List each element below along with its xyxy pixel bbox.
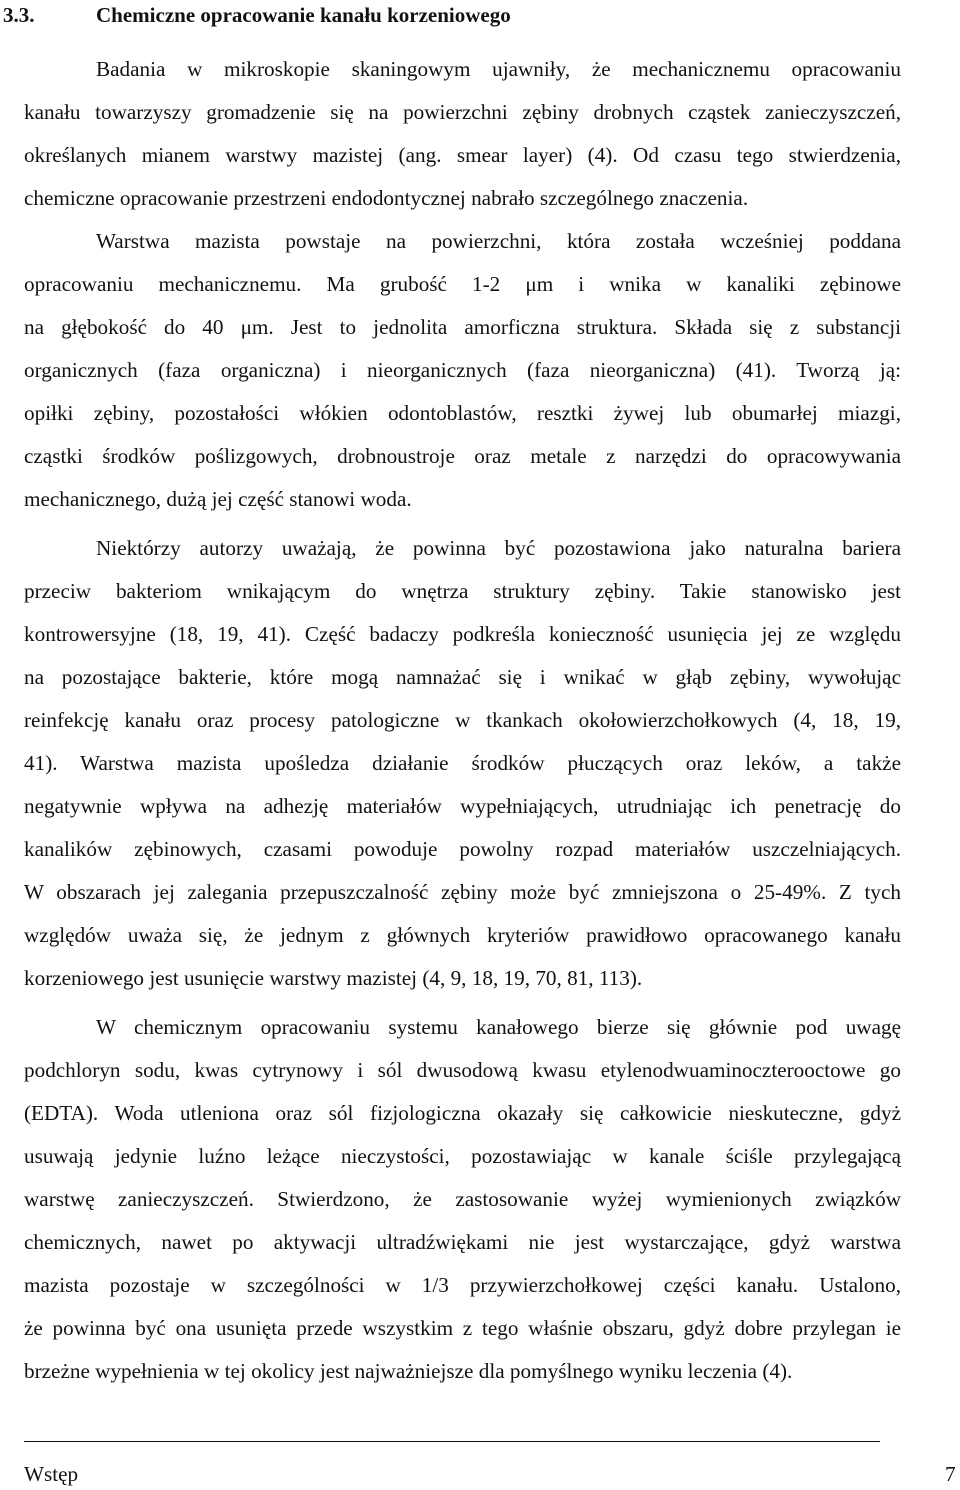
text-line: korzeniowego jest usunięcie warstwy mazistej (4, 9, 18, 19, 70, 81, 113). [24,966,643,990]
text-line: podchloryn sodu, kwas cytrynowy i sól dwusodową kwasu etylenodwuaminoczterooctowe go [24,1058,901,1082]
text-line: kontrowersyjne (18, 19, 41). Część badaczy podkreśla konieczność usunięcia jej ze względu [24,622,901,646]
text-line: chemicznych, nawet po aktywacji ultradźwiękami nie jest wystarczające, gdyż warstwa [24,1230,901,1254]
text-line: Badania w mikroskopie skaningowym ujawniły, że mechanicznemu opracowaniu [96,57,901,81]
text-line: przeciw bakteriom wnikającym do wnętrza struktury zębiny. Takie stanowisko jest [24,579,901,603]
text-line: brzeżne wypełnienia w tej okolicy jest najważniejsze dla pomyślnego wyniku leczenia (4). [24,1359,793,1383]
text-line: względów uważa się, że jednym z głównych kryteriów prawidłowo opracowanego kanału [24,923,901,947]
text-line: na głębokość do 40 μm. Jest to jednolita amorficzna struktura. Składa się z substancji [24,315,901,339]
text-line: (EDTA). Woda utleniona oraz sól fizjologiczna okazały się całkowicie nieskuteczne, gdyż [24,1101,901,1125]
text-line: określanych mianem warstwy mazistej (ang. smear layer) (4). Od czasu tego stwierdzenia, [24,143,901,167]
footer-divider [24,1441,880,1442]
text-line: na pozostające bakterie, które mogą namnażać się i wnikać w głąb zębiny, wywołując [24,665,901,689]
section-heading [0,0,960,30]
text-line: cząstki środków poślizgowych, drobnoustroje oraz metale z narzędzi do opracowywania [24,444,901,468]
section-title: Chemiczne opracowanie kanału korzeniowego [96,3,511,27]
text-line: W obszarach jej zalegania przepuszczalność zębiny może być zmniejszona o 25-49%. Z tych [24,880,901,904]
text-line: opiłki zębiny, pozostałości włókien odontoblastów, resztki żywej lub obumarłej miazgi, [24,401,901,425]
text-line: kanalików zębinowych, czasami powoduje powolny rozpad materiałów uszczelniających. [24,837,901,861]
text-line: warstwę zanieczyszczeń. Stwierdzono, że zastosowanie wyżej wymienionych związków [24,1187,901,1211]
text-line: Warstwa mazista powstaje na powierzchni, która została wcześniej poddana [96,229,901,253]
text-line: organicznych (faza organiczna) i nieorganicznych (faza nieorganiczna) (41). Tworzą ją: [24,358,901,382]
text-line: Niektórzy autorzy uważają, że powinna być pozostawiona jako naturalna bariera [96,536,901,560]
text-line: kanału towarzyszy gromadzenie się na powierzchni zębiny drobnych cząstek zanieczyszczeń, [24,100,901,124]
text-line: opracowaniu mechanicznemu. Ma grubość 1-2 μm i wnika w kanaliki zębinowe [24,272,901,296]
text-line: mazista pozostaje w szczególności w 1/3 przywierzchołkowej części kanału. Ustalono, [24,1273,901,1297]
text-line: negatywnie wpływa na adhezję materiałów wypełniających, utrudniając ich penetrację do [24,794,901,818]
text-line: chemiczne opracowanie przestrzeni endodontycznej nabrało szczególnego znaczenia. [24,186,749,210]
section-number: 3.3. [3,3,35,27]
text-line: usuwają jedynie luźno leżące nieczystości, pozostawiając w kanale ściśle przylegającą [24,1144,901,1168]
text-line: reinfekcję kanału oraz procesy patologiczne w tkankach okołowierzchołkowych (4, 18, 19, [24,708,901,732]
footer-label: Wstęp [24,1462,79,1486]
text-line: 41). Warstwa mazista upośledza działanie środków płuczących oraz leków, a także [24,751,901,775]
text-line: mechanicznego, dużą jej część stanowi woda. [24,487,412,511]
text-line: W chemicznym opracowaniu systemu kanałowego bierze się głównie pod uwagę [96,1015,901,1039]
text-line: że powinna być ona usunięta przede wszystkim z tego właśnie obszaru, gdyż dobre przylegan ie [24,1316,901,1340]
page-number: 7 [945,1462,956,1486]
